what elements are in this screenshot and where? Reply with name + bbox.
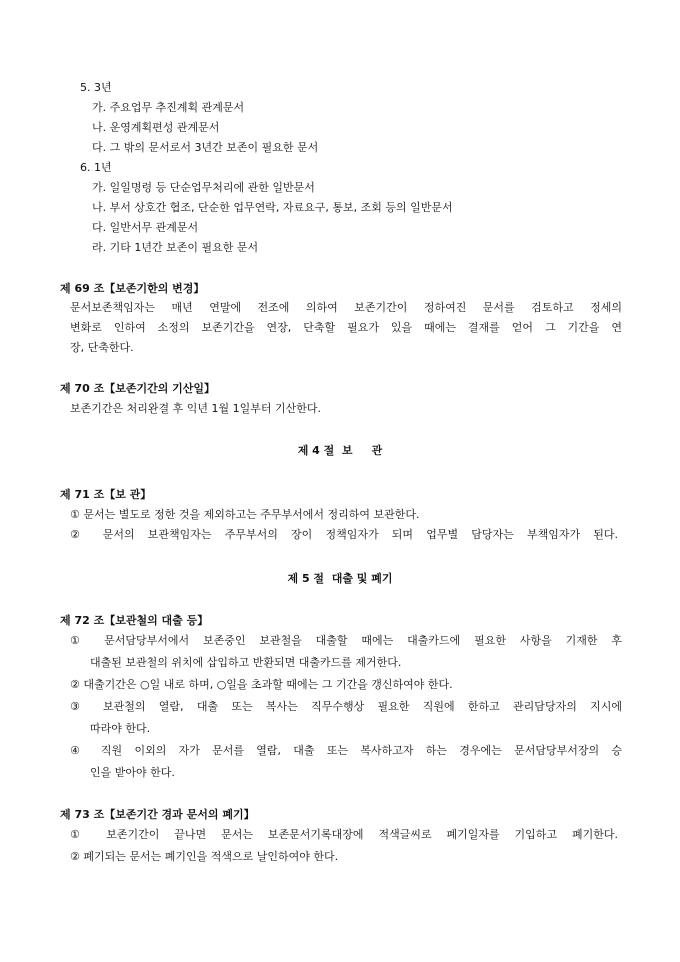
article-72-text-line: ① 문서담당부서에서 보존중인 보관철을 대출할 때에는 대출카드에 필요한 사항을 기재한 후: [70, 634, 622, 647]
article-71-text-line: ① 문서는 별도로 정한 것을 제외하고는 주무부서에서 정리하여 보관한다.: [70, 508, 420, 521]
article-69-title: 제 69 조【보존기한의 변경】: [60, 282, 205, 295]
article-69-text-line: 장, 단축한다.: [70, 341, 134, 354]
article-72-text-line: 따라야 한다.: [90, 722, 151, 735]
list-item: 가. 일일명령 등 단순업무처리에 관한 일반문서: [92, 181, 315, 194]
article-72-text-line: 대출된 보관철의 위치에 삽입하고 반환되면 대출카드를 제거한다.: [90, 656, 402, 669]
article-72-title: 제 72 조【보관철의 대출 등】: [60, 614, 209, 627]
article-71-text-line: ② 문서의 보관책임자는 주무부서의 장이 정책임자가 되며 업무별 담당자는 부책임자가 된다.: [70, 528, 618, 541]
chapter-4-heading: 제 4 절 보 관: [297, 444, 383, 457]
section-heading-6: 6. 1년: [80, 161, 112, 174]
list-item: 나. 운영계획편성 관계문서: [92, 121, 220, 134]
list-item: 다. 그 밖의 문서로서 3년간 보존이 필요한 문서: [92, 141, 319, 154]
list-item: 가. 주요업무 추진계획 관계문서: [92, 101, 245, 114]
article-73-title: 제 73 조【보존기간 경과 문서의 폐기】: [60, 808, 255, 821]
article-70-text-line: 보존기간은 처리완결 후 익년 1월 1일부터 기산한다.: [70, 402, 321, 415]
article-69-text-line: 변화로 인하여 소정의 보존기간을 연장, 단축할 필요가 있을 때에는 결재를 얻어 그 기간을 연: [70, 321, 622, 334]
list-item: 나. 부서 상호간 협조, 단순한 업무연락, 자료요구, 통보, 조회 등의 일반문서: [92, 201, 453, 214]
article-72-text-line: ④ 직원 이외의 자가 문서를 열람, 대출 또는 복사하고자 하는 경우에는 문서담당부서장의 승: [70, 744, 622, 757]
article-69-text-line: 문서보존책임자는 매년 연말에 전조에 의하여 보존기간이 정하여진 문서를 검토하고 정세의: [70, 301, 622, 314]
article-70-title: 제 70 조【보존기간의 기산일】: [60, 382, 216, 395]
list-item: 다. 일반서무 관계문서: [92, 221, 199, 234]
article-73-text-line: ② 폐기되는 문서는 폐기인을 적색으로 날인하여야 한다.: [70, 850, 339, 863]
article-73-text-line: ① 보존기간이 끝나면 문서는 보존문서기록대장에 적색글씨로 폐기일자를 기입하고 폐기한다.: [70, 828, 618, 841]
article-72-text-line: 인을 받아야 한다.: [90, 766, 175, 779]
chapter-5-heading: 제 5 절 대출 및 폐기: [287, 572, 393, 585]
article-71-title: 제 71 조【보 관】: [60, 488, 152, 501]
article-72-text-line: ③ 보관철의 열람, 대출 또는 복사는 직무수행상 필요한 직원에 한하고 관리담당자의 지시에: [70, 700, 622, 713]
list-item: 라. 기타 1년간 보존이 필요한 문서: [92, 241, 259, 254]
section-heading-5: 5. 3년: [80, 81, 112, 94]
article-72-text-line: ② 대출기간은 ○일 내로 하며, ○일을 초과할 때에는 그 기간을 갱신하여야 한다.: [70, 678, 453, 691]
